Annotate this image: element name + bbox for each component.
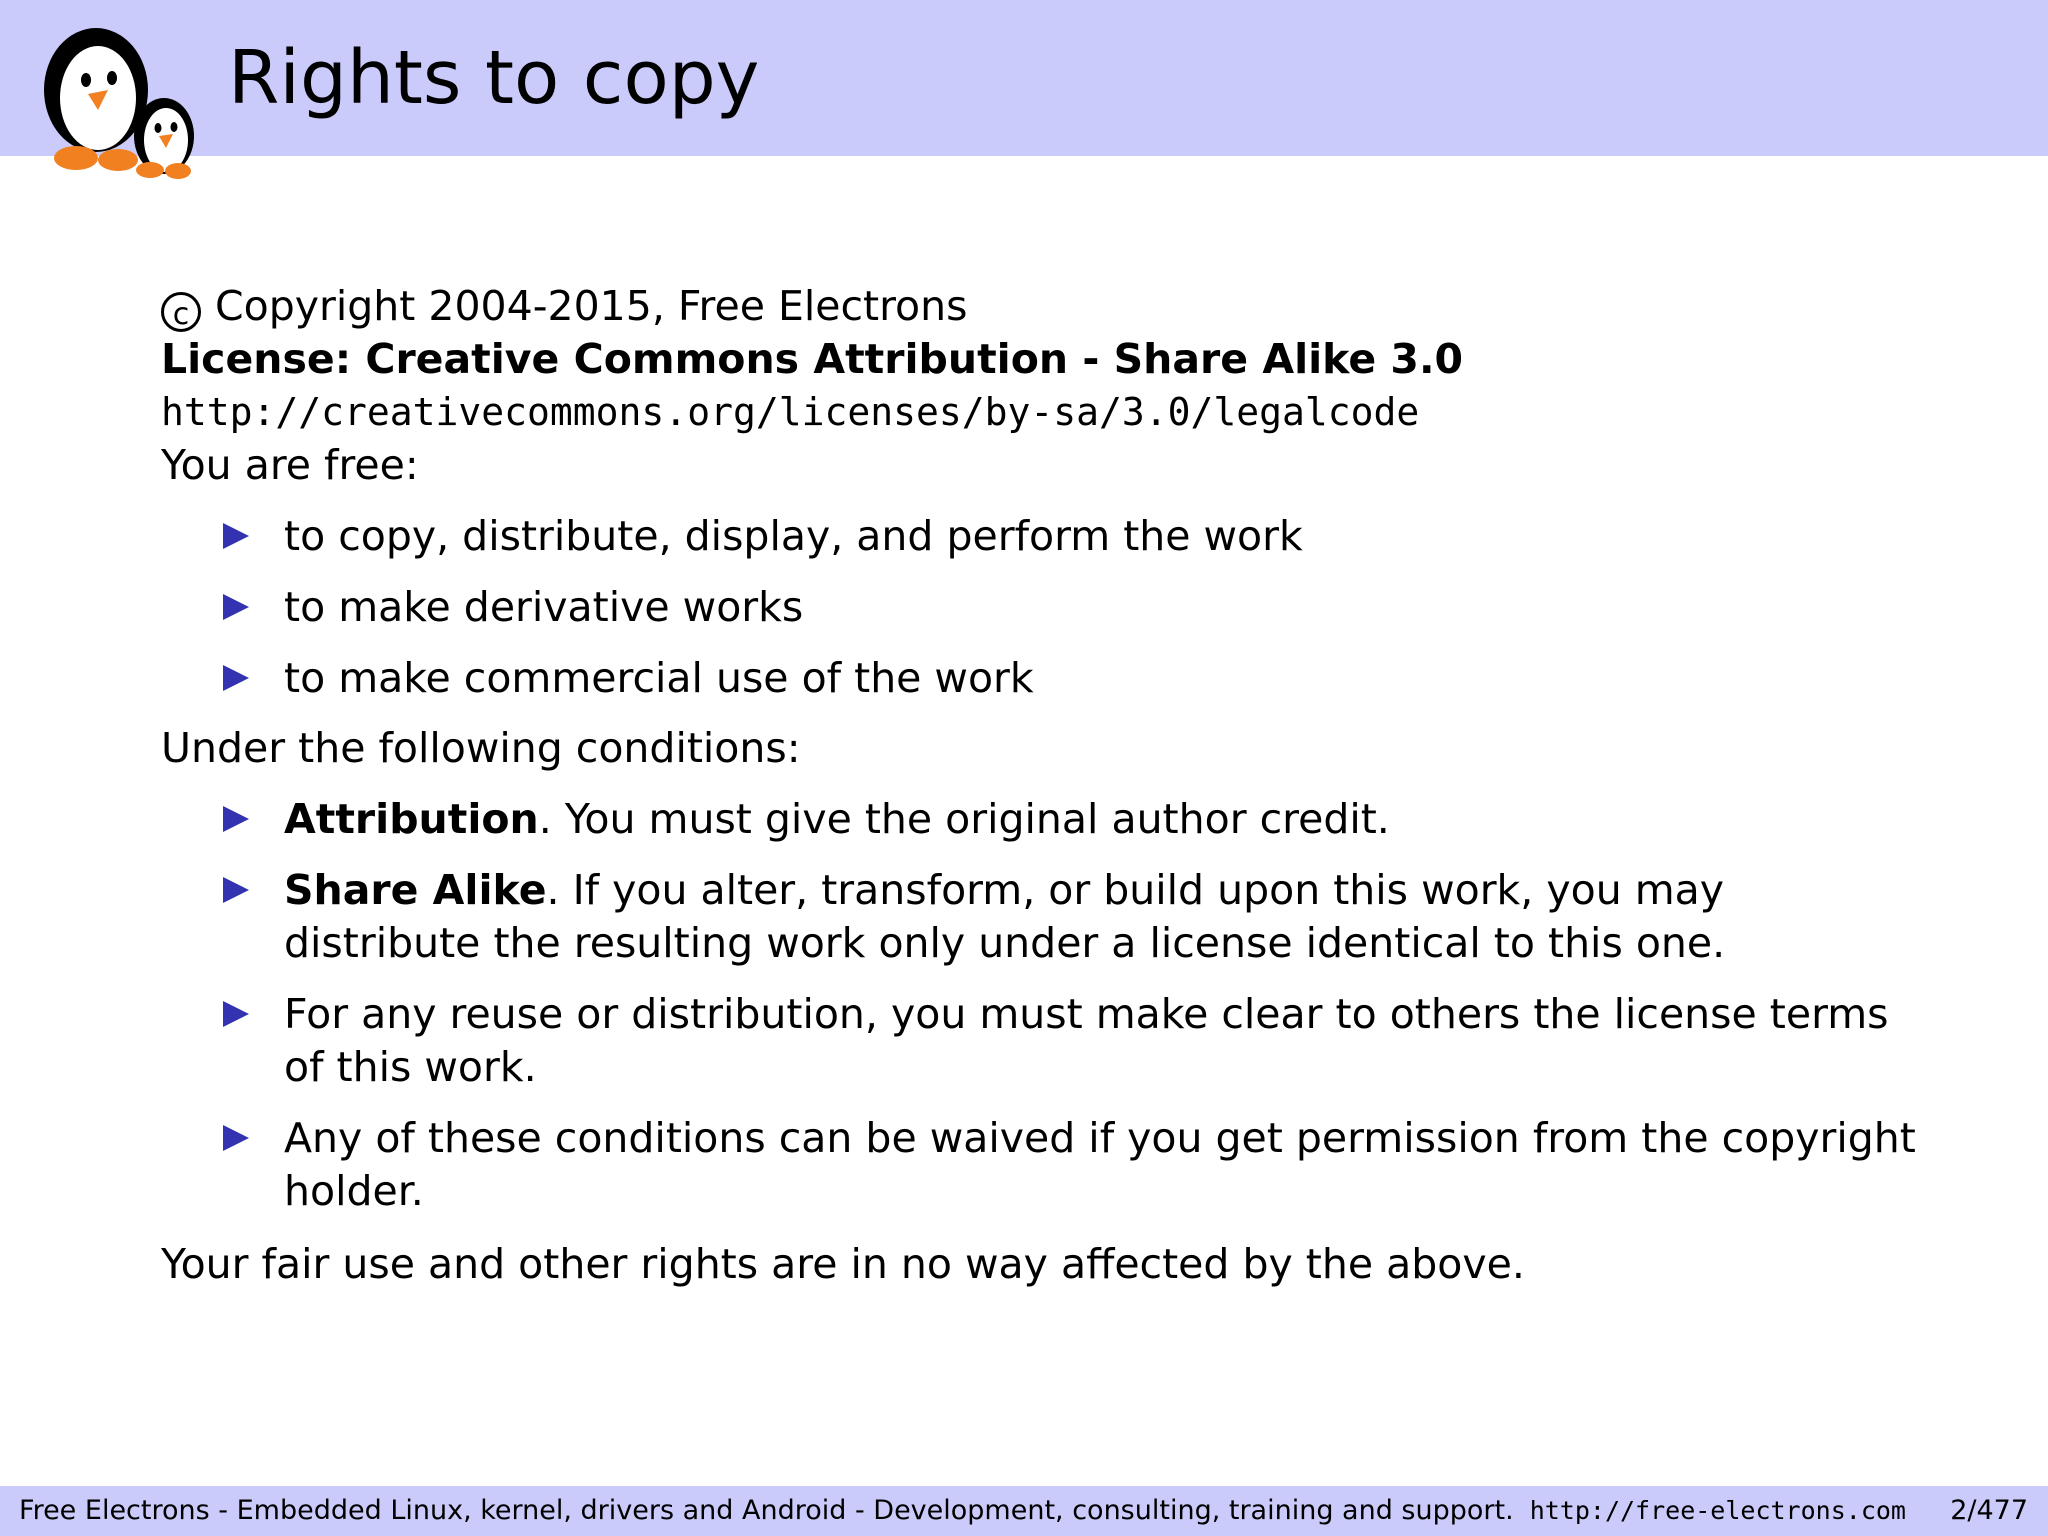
list-item: to make commercial use of the work <box>161 652 1921 705</box>
conditions-intro: Under the following conditions: <box>161 724 801 772</box>
footer-text: Free Electrons - Embedded Linux, kernel, drivers and Android - Development, consulting, training and support. <box>19 1495 1514 1526</box>
footer-left <box>19 1486 1906 1536</box>
slide-body <box>161 280 1921 1291</box>
list-item: Share Alike. If you alter, transform, or build upon this work, you may distribute the resulting work only under a license identical to this one. <box>161 864 1921 970</box>
condition-term: Share Alike <box>284 866 547 914</box>
list-item: to make derivative works <box>161 581 1921 634</box>
list-item: For any reuse or distribution, you must make clear to others the license terms of this work. <box>161 988 1921 1094</box>
page-number: 2/477 <box>1950 1495 2028 1526</box>
bullet-arrow-icon <box>223 1001 249 1027</box>
bullet-arrow-icon <box>223 806 249 832</box>
free-intro: You are free: <box>161 441 419 489</box>
bullet-arrow-icon <box>223 877 249 903</box>
license-line: License: Creative Commons Attribution - Share Alike 3.0 <box>161 335 1464 383</box>
condition-term: Attribution <box>284 795 539 843</box>
closing-text: Your fair use and other rights are in no way affected by the above. <box>161 1240 1525 1288</box>
license-url[interactable]: http://creativecommons.org/licenses/by-sa/3.0/legalcode <box>161 390 1420 434</box>
bullet-arrow-icon <box>223 523 249 549</box>
footer-url[interactable]: http://free-electrons.com <box>1529 1496 1906 1525</box>
copyright-text: Copyright 2004-2015, Free Electrons <box>215 282 968 330</box>
footer-bar <box>0 1486 2048 1536</box>
header-bar <box>0 0 2048 156</box>
page-title: Rights to copy <box>228 35 760 121</box>
conditions-list <box>161 793 1921 1218</box>
bullet-arrow-icon <box>223 1125 249 1151</box>
free-list <box>161 510 1921 705</box>
copyright-icon: c <box>161 292 201 332</box>
list-item: to copy, distribute, display, and perform the work <box>161 510 1921 563</box>
copyright-line <box>161 280 1921 333</box>
bullet-arrow-icon <box>223 665 249 691</box>
list-item: Attribution. You must give the original author credit. <box>161 793 1921 846</box>
bullet-arrow-icon <box>223 594 249 620</box>
penguins-logo-icon <box>36 28 206 184</box>
list-item: Any of these conditions can be waived if you get permission from the copyright holder. <box>161 1112 1921 1218</box>
